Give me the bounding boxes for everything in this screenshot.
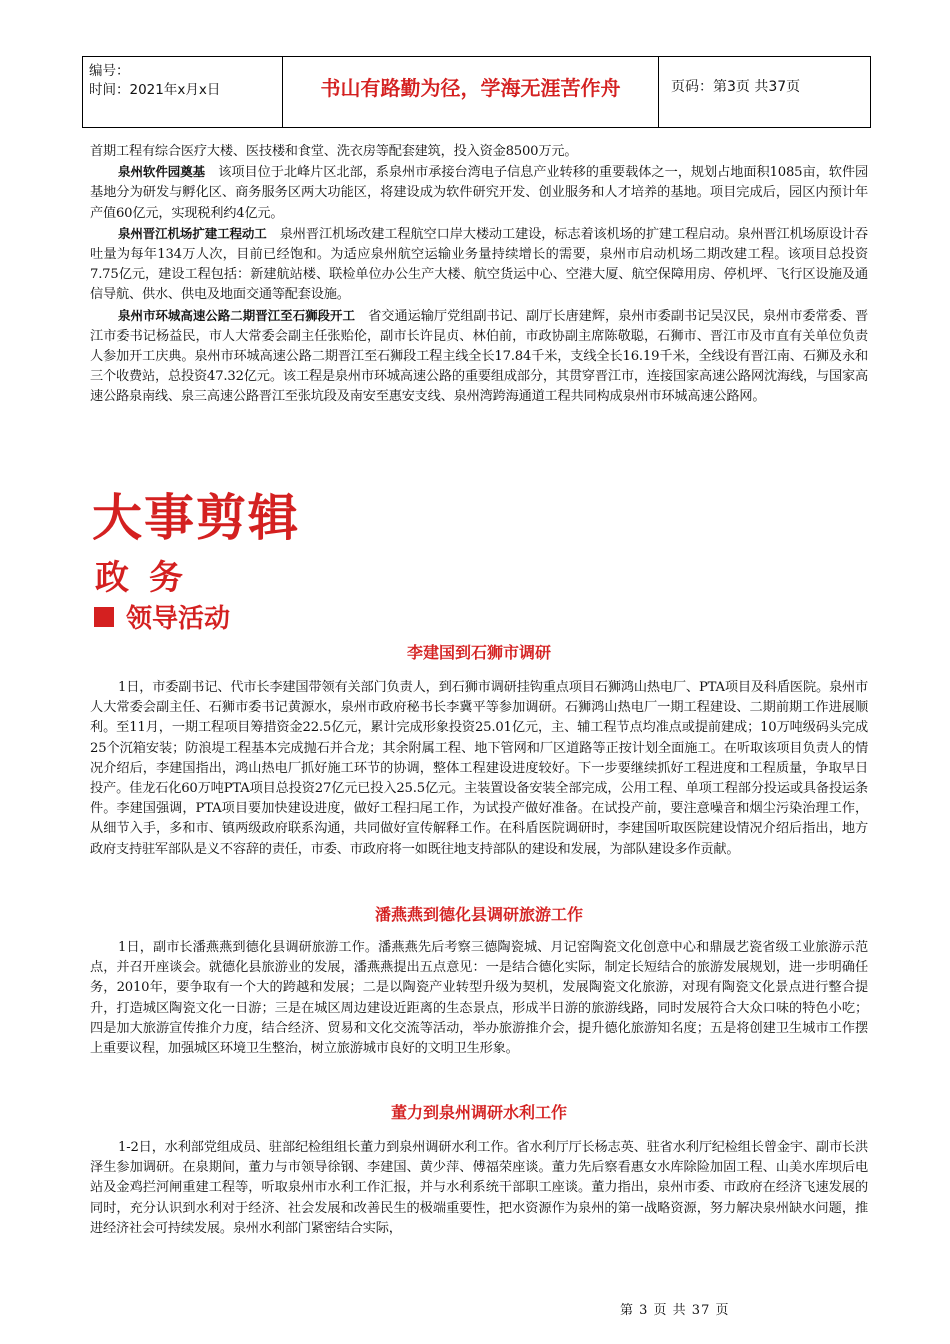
intro-paragraph-4: 泉州市环城高速公路二期晋江至石狮段开工 省交通运输厅党组副书记、副厅长唐建辉，泉州市委副书记吴汉民，泉州市委常委、晋江市委书记杨益民，市人大常委会副主任张贻伦，副市长许昆贞、林伯前，市政协副主席陈敬聪，石狮市、晋江市及市直有关单位负责人参加开工庆典。泉州市环城高速公路二期晋江至石狮段工程主线全长17.84千米，支线全长16.19千米，全线设有晋江南、石狮及永和三个收费站，总投资47.32亿元。该工程是泉州市环城高速公路的重要组成部分，其贯穿晋江市，连接国家高速公路网沈海线，与国家高速公路泉南线、泉三高速公路晋江至张坑段及南安至惠安支线、泉州湾跨海通道工程共同构成泉州市环城高速公路网。 [90,307,868,405]
header-motto: 书山有路勤为径，学海无涯苦作舟 [283,57,659,127]
article-body-1: 1日，市委副书记、代市长李建国带领有关部门负责人，到石狮市调研挂钩重点项目石狮鸿山热电厂、PTA项目及科盾医院。泉州市人大常委会副主任、石狮市委书记黄源水，泉州市政府秘书长李冀平等参加调研。石狮鸿山热电厂一期工程建设、二期前期工作进展顺利。至11月，一期工程项目筹措资金22.5亿元，累计完成形象投资25.01亿元，主、辅工程节点均准点或提前建成；10万吨级码头完成25个沉箱安装；防浪堤工程基本完成抛石并合龙；其余附属工程、地下管网和厂区道路等正按计划全面施工。在听取该项目负责人的情况介绍后，李建国指出，鸿山热电厂抓好施工环节的协调，整体工程建设进度较好。下一步要继续抓好工程进度和工程质量，争取早日投产。佳龙石化60万吨PTA项目总投资27亿元已投入25.5亿元。主装置设备安装全部完成，公用工程、单项工程部分投运或具备投运条件。李建国强调，PTA项目要加快建设进度，做好工程扫尾工作，为试投产做好准备。在试投产前，要注意噪音和烟尘污染治理工作，从细节入手，多和市、镇两级政府联系沟通，共同做好宣传解释工作。在科盾医院调研时，李建国听取医院建设情况介绍后指出，地方政府支持驻军部队是义不容辞的责任，市委、市政府将一如既往地支持部队的建设和发展，为部队建设多作贡献。 [90,680,868,857]
intro-paragraph-3: 泉州晋江机场扩建工程动工 泉州晋江机场改建工程航空口岸大楼动工建设，标志着该机场的扩建工程启动。泉州晋江机场原设计吞吐量为每年134万人次，目前已经饱和。为适应泉州航空运输业务量持续增长的需要，泉州市启动机场二期改建工程。该项目总投资7.75亿元，建设工程包括：新建航站楼、联检单位办公生产大楼、航空货运中心、空港大厦、航空保障用房、停机坪、飞行区设施及通信导航、供水、供电及地面交通等配套设施。 [90,225,868,303]
big-title: 大事剪辑 [92,489,300,547]
square-bullet-icon [94,607,114,627]
sub-title: 政务 [95,558,203,598]
article-body-2: 1日，副市长潘燕燕到德化县调研旅游工作。潘燕燕先后考察三德陶瓷城、月记窑陶瓷文化创意中心和鼎晟艺瓷省级工业旅游示范点，并召开座谈会。就德化县旅游业的发展，潘燕燕提出五点意见：一是结合德化实际，制定长短结合的旅游发展规划，进一步明确任务，2010年，要争取有一个大的跨越和发展；二是以陶瓷产业转型升级为契机，发展陶瓷文化旅游，对现有陶瓷文化景点进行整合提升，打造城区陶瓷文化一日游；三是在城区周边建设近距离的生态景点，形成半日游的旅游线路，同时发展符合大众口味的特色小吃；四是加大旅游宣传推介力度，结合经济、贸易和文化交流等活动，举办旅游推介会，提升德化旅游知名度；五是将创建卫生城市工作摆上重要议程，加强城区环境卫生整治，树立旅游城市良好的文明卫生形象。 [90,940,868,1057]
header-meta [83,57,283,127]
intro-paragraph-1: 首期工程有综合医疗大楼、医技楼和食堂、洗衣房等配套建筑，投入资金8500万元。 [90,144,578,159]
keyword-highway: 泉州市环城高速公路二期晋江至石狮段开工 [118,307,355,323]
number-label: 编号： [89,63,130,79]
keyword-software-park: 泉州软件园奠基 [118,164,206,180]
header-page-info: 页码：第3页 共37页 [671,79,801,95]
page-header [82,56,871,128]
intro-paragraph-2: 泉州软件园奠基 该项目位于北峰片区北部，系泉州市承接台湾电子信息产业转移的重要载体之一，规划占地面积1085亩，软件园基地分为研发与孵化区、商务服务区两大功能区，将建设成为软件研究开发、创业服务和人才培养的基地。项目完成后，园区内预计年产值60亿元，实现税利约4亿元。 [90,164,868,221]
article-title-2: 潘燕燕到德化县调研旅游工作 [374,905,583,924]
article-body-3: 1-2日，水利部党组成员、驻部纪检组组长董力到泉州调研水利工作。省水利厅厅长杨志英、驻省水利厅纪检组长曾金宇、副市长洪泽生参加调研。在泉期间，董力与市领导徐钢、李建国、黄少萍、傅福荣座谈。董力先后察看惠女水库除险加固工程、山美水库坝后电站及金鸡拦河闸重建工程等，听取泉州市水利工作汇报，并与水利系统干部职工座谈。董力指出，泉州市委、市政府在经济飞速发展的同时，充分认识到水利对于经济、社会发展和改善民生的极端重要性，把水资源作为泉州的第一战略资源，努力解决泉州缺水问题，推进经济社会可持续发展。泉州水利部门紧密结合实际， [90,1140,868,1236]
page-footer: 第 3 页 共 37 页 [620,1303,730,1318]
keyword-airport: 泉州晋江机场扩建工程动工 [118,225,267,241]
article-title-3: 董力到泉州调研水利工作 [390,1103,567,1122]
article-title-1: 李建国到石狮市调研 [406,643,551,662]
intro-section [90,142,868,408]
time-label: 时间：2021年x月x日 [89,82,221,98]
section-heading-text: 领导活动 [126,604,231,634]
section-heading [94,598,230,635]
